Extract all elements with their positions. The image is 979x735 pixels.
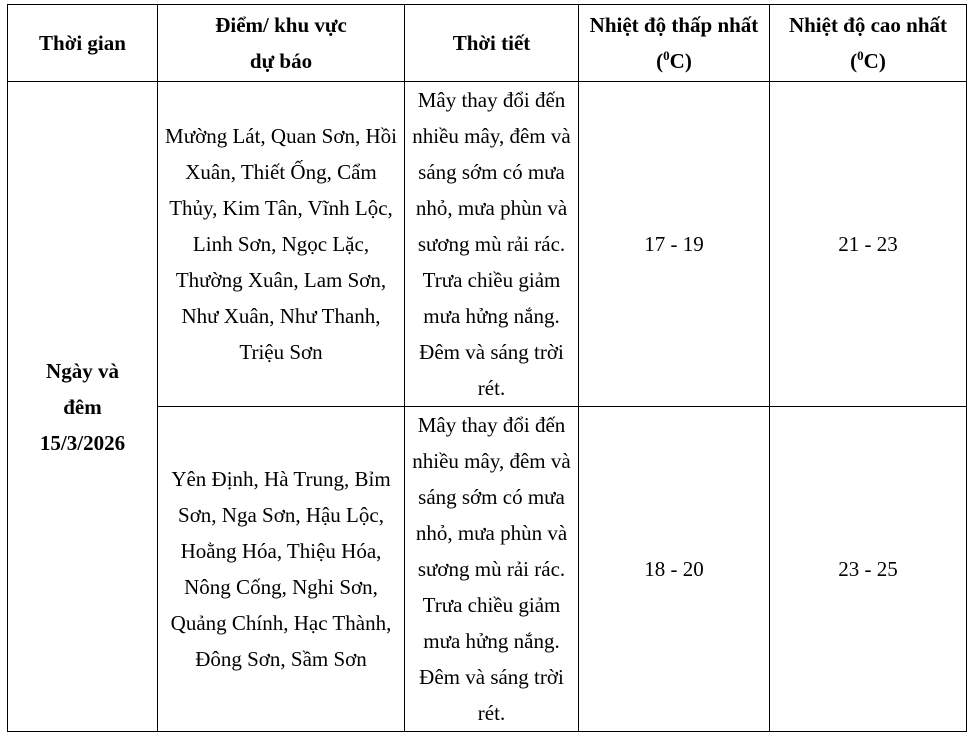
header-area-line2: dự báo <box>249 49 313 73</box>
header-max-temp-degree: 0 <box>857 48 864 63</box>
areas-cell: Yên Định, Hà Trung, Bỉm Sơn, Nga Sơn, Hậu Lộc, Hoằng Hóa, Thiệu Hóa, Nông Cống, Nghi Sơn, Quảng Chính, Hạc Thành, Đông Sơn, Sầm Sơn <box>158 407 405 732</box>
header-max-temp-suffix: C) <box>863 49 886 73</box>
date-label-line1: Ngày và <box>46 358 119 383</box>
weather-cell: Mây thay đổi đến nhiều mây, đêm và sáng sớm có mưa nhỏ, mưa phùn và sương mù rải rác. Trưa chiều giảm mưa hửng nắng. Đêm và sáng trời rét. <box>405 82 579 407</box>
min-temp-cell: 18 - 20 <box>579 407 770 732</box>
header-area <box>158 5 405 82</box>
header-row <box>8 5 967 82</box>
date-label-line2: đêm <box>63 394 102 419</box>
areas-cell: Mường Lát, Quan Sơn, Hồi Xuân, Thiết Ống, Cẩm Thủy, Kim Tân, Vĩnh Lộc, Linh Sơn, Ngọc Lặc, Thường Xuân, Lam Sơn, Như Xuân, Như Thanh, Triệu Sơn <box>158 82 405 407</box>
max-temp-cell: 21 - 23 <box>770 82 967 407</box>
min-temp-cell: 17 - 19 <box>579 82 770 407</box>
header-max-temp-prefix: Nhiệt độ cao nhất ( <box>788 13 948 73</box>
table-row <box>8 82 967 407</box>
header-area-line1: Điểm/ khu vực <box>215 13 347 37</box>
weather-cell: Mây thay đổi đến nhiều mây, đêm và sáng sớm có mưa nhỏ, mưa phùn và sương mù rải rác. Trưa chiều giảm mưa hửng nắng. Đêm và sáng trời rét. <box>405 407 579 732</box>
header-weather <box>405 5 579 82</box>
date-label-line3: 15/3/2026 <box>39 430 126 455</box>
header-min-temp-degree: 0 <box>663 48 670 63</box>
header-min-temp <box>579 5 770 82</box>
header-time-label: Thời gian <box>39 31 126 55</box>
header-min-temp-prefix: Nhiệt độ thấp nhất ( <box>589 13 759 73</box>
header-min-temp-suffix: C) <box>669 49 692 73</box>
header-weather-label: Thời tiết <box>452 31 531 55</box>
weather-forecast-table <box>7 4 967 732</box>
header-time <box>8 5 158 82</box>
max-temp-cell: 23 - 25 <box>770 407 967 732</box>
date-cell <box>8 82 158 732</box>
header-max-temp <box>770 5 967 82</box>
